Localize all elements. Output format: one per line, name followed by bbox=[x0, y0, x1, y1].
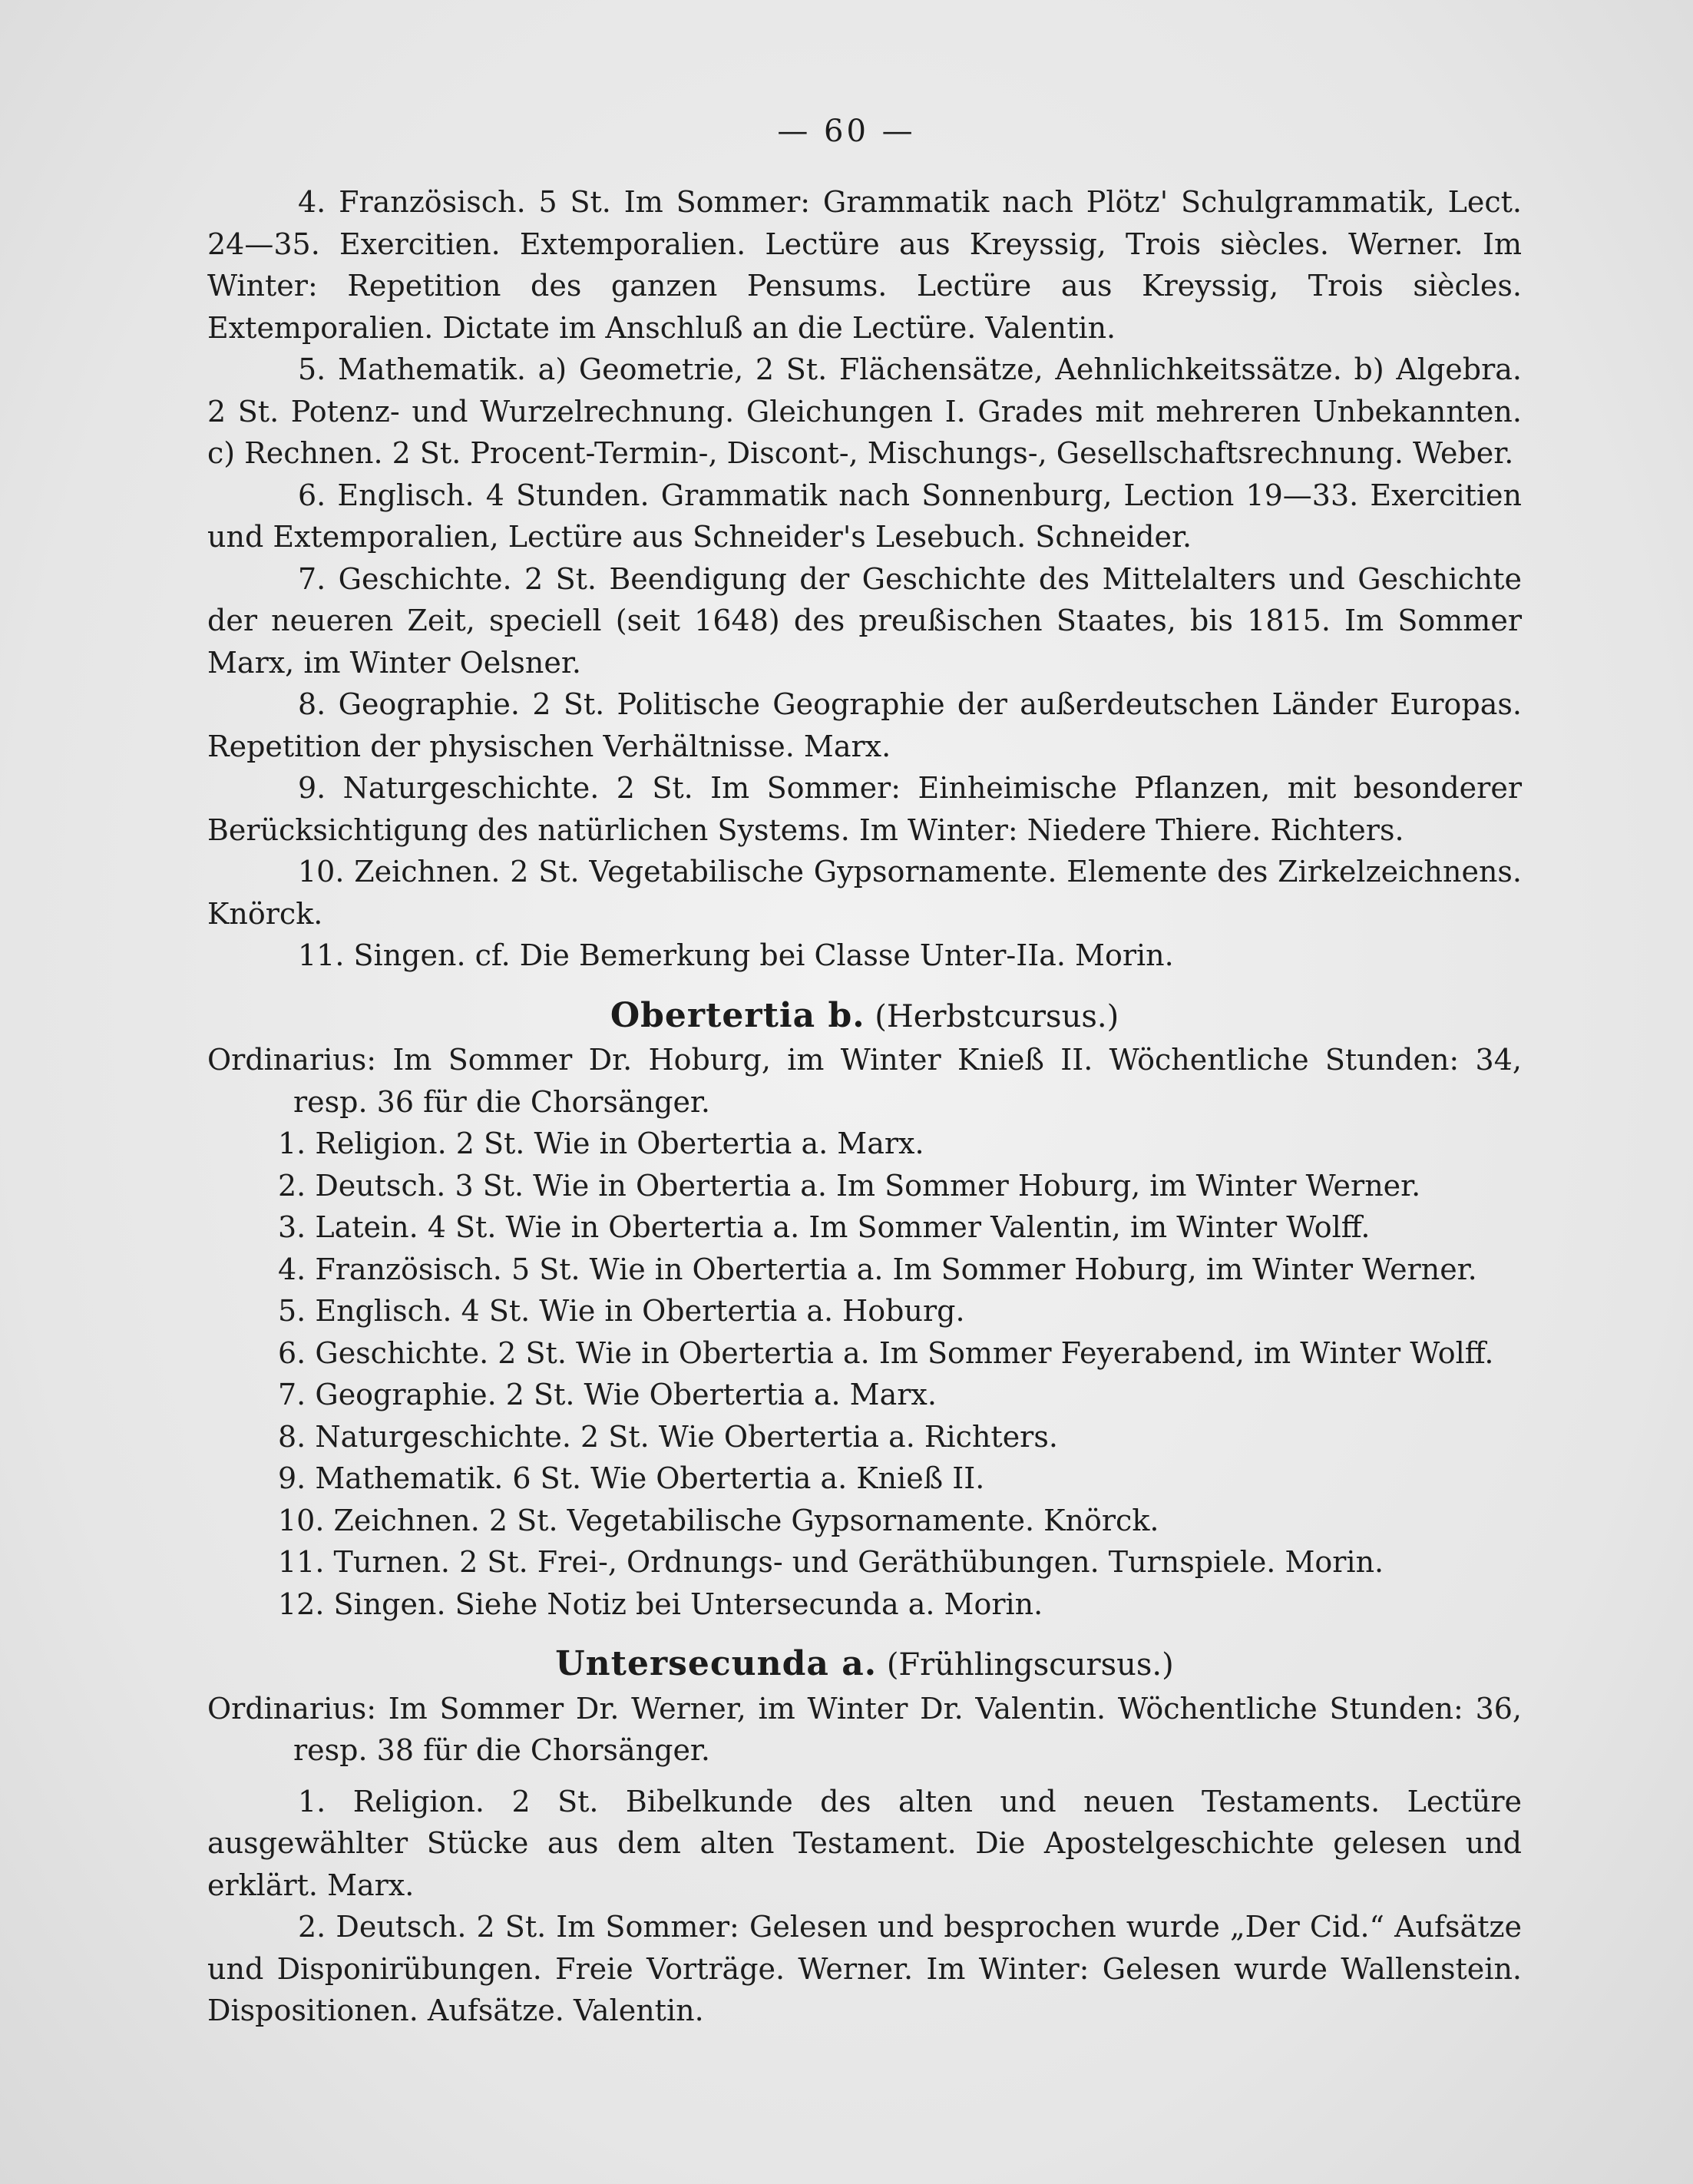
paragraph-singen: 11. Singen. cf. Die Bemerkung bei Classe Unter-IIa. Morin. bbox=[298, 938, 1174, 972]
section-subtitle: (Frühlingscursus.) bbox=[886, 1647, 1174, 1683]
paragraph-deutsch: 2. Deutsch. 2 St. Im Sommer: Gelesen und besprochen wurde „Der Cid.“ Aufsätze und Disponirübungen. Freie Vorträge. Werner. Im Winter: Gelesen wurde Wallenstein. Dispositionen. Aufsätze. Valentin. bbox=[207, 1910, 1522, 2027]
page-body bbox=[207, 181, 1522, 2032]
section-heading-untersecunda-a bbox=[207, 1643, 1522, 1686]
paragraph-geographie: 8. Geographie. 2 St. Politische Geographie der außerdeutschen Länder Europas. Repetition der physischen Verhältnisse. Marx. bbox=[207, 687, 1522, 763]
list-item: 1. Religion. 2 St. Wie in Obertertia a. Marx. bbox=[278, 1127, 924, 1160]
section-title: Untersecunda a. bbox=[555, 1644, 878, 1683]
list-item: 9. Mathematik. 6 St. Wie Obertertia a. Knieß II. bbox=[278, 1461, 985, 1495]
paragraph-franzoesisch: 4. Französisch. 5 St. Im Sommer: Grammatik nach Plötz' Schulgrammatik, Lect. 24—35. Exercitien. Extemporalien. Lectüre aus Kreyssig, Trois siècles. Werner. Im Winter: Repetition des ganzen Pensums. Lectüre aus Kreyssig, Trois siècles. Extemporalien. Dictate im Anschluß an die Lectüre. Valentin. bbox=[207, 185, 1522, 345]
paragraph-englisch: 6. Englisch. 4 Stunden. Grammatik nach Sonnenburg, Lection 19—33. Exercitien und Extemporalien, Lectüre aus Schneider's Lesebuch. Schneider. bbox=[207, 478, 1522, 554]
list-item: 2. Deutsch. 3 St. Wie in Obertertia a. Im Sommer Hoburg, im Winter Werner. bbox=[278, 1168, 1421, 1203]
list-item: 11. Turnen. 2 St. Frei-, Ordnungs- und Geräthübungen. Turnspiele. Morin. bbox=[278, 1545, 1384, 1579]
section-heading-obertertia-b bbox=[207, 995, 1522, 1038]
section-title: Obertertia b. bbox=[610, 995, 865, 1035]
list-item: 4. Französisch. 5 St. Wie in Obertertia a. Im Sommer Hoburg, im Winter Werner. bbox=[278, 1252, 1477, 1286]
list-item: 8. Naturgeschichte. 2 St. Wie Obertertia a. Richters. bbox=[278, 1419, 1058, 1454]
subject-list-obertertia-b bbox=[207, 1123, 1522, 1625]
ordinarius-obertertia-b: Ordinarius: Im Sommer Dr. Hoburg, im Winter Knieß II. Wöchentliche Stunden: 34, resp. 36 für die Chorsänger. bbox=[207, 1043, 1522, 1119]
paragraph-zeichnen: 10. Zeichnen. 2 St. Vegetabilische Gypsornamente. Elemente des Zirkelzeichnens. Knörck. bbox=[207, 855, 1522, 931]
page-number: — 60 — bbox=[777, 114, 916, 149]
list-item: 6. Geschichte. 2 St. Wie in Obertertia a. Im Sommer Feyerabend, im Winter Wolff. bbox=[278, 1335, 1494, 1370]
paragraph-mathematik: 5. Mathematik. a) Geometrie, 2 St. Flächensätze, Aehnlichkeitssätze. b) Algebra. 2 St. Potenz- und Wurzelrechnung. Gleichungen I. Grades mit mehreren Unbekannten. c) Rechnen. 2 St. Procent-Termin-, Discont-, Mischungs-, Gesellschaftsrechnung. Weber. bbox=[207, 352, 1522, 470]
list-item: 12. Singen. Siehe Notiz bei Untersecunda a. Morin. bbox=[278, 1587, 1043, 1621]
list-item: 10. Zeichnen. 2 St. Vegetabilische Gypsornamente. Knörck. bbox=[278, 1503, 1159, 1537]
paragraph-geschichte: 7. Geschichte. 2 St. Beendigung der Geschichte des Mittelalters und Geschichte der neueren Zeit, speciell (seit 1648) des preußischen Staates, bis 1815. Im Sommer Marx, im Winter Oelsner. bbox=[207, 561, 1522, 680]
section-subtitle: (Herbstcursus.) bbox=[875, 998, 1119, 1034]
list-item: 7. Geographie. 2 St. Wie Obertertia a. Marx. bbox=[278, 1378, 937, 1411]
list-item: 3. Latein. 4 St. Wie in Obertertia a. Im Sommer Valentin, im Winter Wolff. bbox=[278, 1210, 1371, 1244]
paragraph-religion: 1. Religion. 2 St. Bibelkunde des alten und neuen Testaments. Lectüre ausgewählter Stücke aus dem alten Testament. Die Apostelgeschichte gelesen und erklärt. Marx. bbox=[207, 1784, 1522, 1902]
paragraph-naturgeschichte: 9. Naturgeschichte. 2 St. Im Sommer: Einheimische Pflanzen, mit besonderer Berücksichtigung des natürlichen Systems. Im Winter: Niedere Thiere. Richters. bbox=[207, 771, 1522, 847]
list-item: 5. Englisch. 4 St. Wie in Obertertia a. Hoburg. bbox=[278, 1294, 965, 1328]
spacer bbox=[207, 1772, 1522, 1781]
ordinarius-untersecunda-a: Ordinarius: Im Sommer Dr. Werner, im Winter Dr. Valentin. Wöchentliche Stunden: 36, resp. 38 für die Chorsänger. bbox=[207, 1691, 1522, 1767]
